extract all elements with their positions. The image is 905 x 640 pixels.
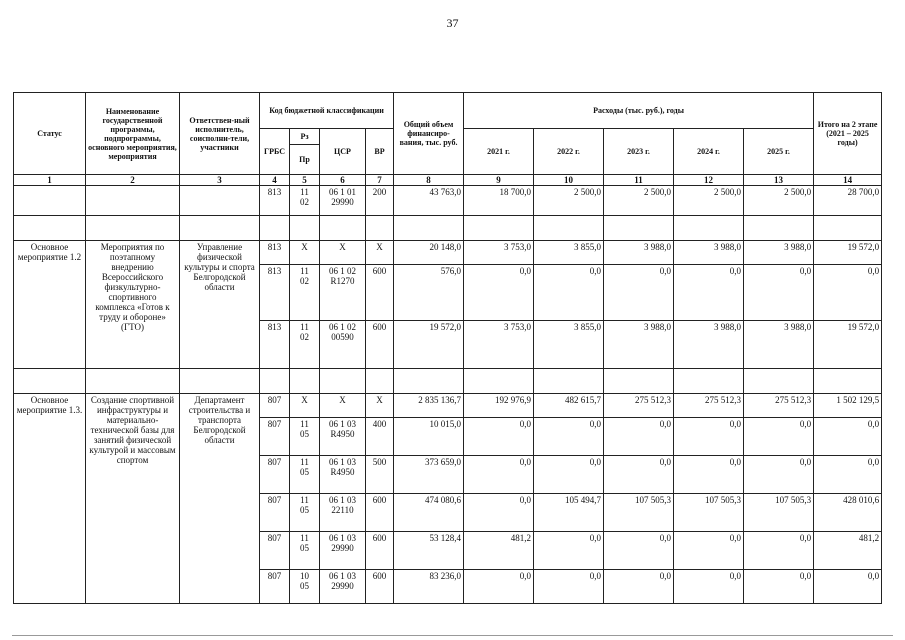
- empty-cell: [534, 369, 604, 394]
- column-number: 7: [366, 175, 394, 186]
- header-year-2025: 2025 г.: [744, 129, 814, 175]
- y2024-cell: 3 988,0: [674, 241, 744, 265]
- total-cell: 43 763,0: [394, 186, 464, 216]
- y2023-cell: 0,0: [604, 418, 674, 456]
- empty-cell: [290, 216, 320, 241]
- stage-cell: 428 010,6: [814, 494, 882, 532]
- y2023-cell: 3 988,0: [604, 241, 674, 265]
- y2021-cell: 0,0: [464, 418, 534, 456]
- y2022-cell: 0,0: [534, 418, 604, 456]
- total-cell: 53 128,4: [394, 532, 464, 570]
- y2021-cell: 0,0: [464, 456, 534, 494]
- y2023-cell: 3 988,0: [604, 321, 674, 369]
- y2025-cell: 0,0: [744, 456, 814, 494]
- y2022-cell: 482 615,7: [534, 394, 604, 418]
- status-cell: [14, 186, 86, 216]
- empty-cell: [604, 369, 674, 394]
- name-cell: Мероприятия по поэтапному внедрению Всероссийского физкультурно-спортивного комплекса «Готов к труду и обороне» (ГТО): [86, 241, 180, 369]
- header-year-2022: 2022 г.: [534, 129, 604, 175]
- column-number: 9: [464, 175, 534, 186]
- stage-cell: 19 572,0: [814, 241, 882, 265]
- vr-cell: Х: [366, 394, 394, 418]
- total-cell: 20 148,0: [394, 241, 464, 265]
- grbs-cell: 813: [260, 265, 290, 321]
- grbs-cell: 807: [260, 532, 290, 570]
- y2024-cell: 0,0: [674, 265, 744, 321]
- stage-cell: 1 502 129,5: [814, 394, 882, 418]
- empty-cell: [86, 216, 180, 241]
- grbs-cell: 813: [260, 241, 290, 265]
- total-cell: 83 236,0: [394, 570, 464, 604]
- csr-cell: 06 1 03 R4950: [320, 418, 366, 456]
- vr-cell: 600: [366, 570, 394, 604]
- y2025-cell: 3 988,0: [744, 321, 814, 369]
- empty-cell: [744, 216, 814, 241]
- vr-cell: 500: [366, 456, 394, 494]
- total-cell: 2 835 136,7: [394, 394, 464, 418]
- column-number: 11: [604, 175, 674, 186]
- grbs-cell: 807: [260, 394, 290, 418]
- status-cell: Основное мероприятие 1.3.: [14, 394, 86, 604]
- y2024-cell: 0,0: [674, 456, 744, 494]
- column-number: 5: [290, 175, 320, 186]
- empty-cell: [674, 216, 744, 241]
- y2021-cell: 3 753,0: [464, 321, 534, 369]
- column-number: 2: [86, 175, 180, 186]
- header-grbs: ГРБС: [260, 129, 290, 175]
- y2023-cell: 0,0: [604, 532, 674, 570]
- rz-pr-cell: 11 02: [290, 186, 320, 216]
- y2021-cell: 192 976,9: [464, 394, 534, 418]
- y2024-cell: 107 505,3: [674, 494, 744, 532]
- empty-cell: [260, 369, 290, 394]
- empty-cell: [394, 369, 464, 394]
- grbs-cell: 813: [260, 186, 290, 216]
- y2025-cell: 0,0: [744, 418, 814, 456]
- rz-pr-cell: Х: [290, 241, 320, 265]
- empty-cell: [814, 369, 882, 394]
- vr-cell: 400: [366, 418, 394, 456]
- empty-cell: [86, 369, 180, 394]
- total-cell: 474 080,6: [394, 494, 464, 532]
- rz-pr-cell: 11 05: [290, 532, 320, 570]
- y2025-cell: 0,0: [744, 532, 814, 570]
- csr-cell: Х: [320, 394, 366, 418]
- y2022-cell: 3 855,0: [534, 321, 604, 369]
- csr-cell: 06 1 03 R4950: [320, 456, 366, 494]
- y2023-cell: 107 505,3: [604, 494, 674, 532]
- empty-cell: [260, 216, 290, 241]
- csr-cell: 06 1 02 00590: [320, 321, 366, 369]
- stage-cell: 0,0: [814, 570, 882, 604]
- empty-cell: [180, 216, 260, 241]
- rz-pr-cell: 11 02: [290, 265, 320, 321]
- y2023-cell: 275 512,3: [604, 394, 674, 418]
- header-year-2023: 2023 г.: [604, 129, 674, 175]
- table-row: [14, 241, 882, 265]
- column-number: 3: [180, 175, 260, 186]
- column-number: 4: [260, 175, 290, 186]
- y2025-cell: 2 500,0: [744, 186, 814, 216]
- header-responsible: Ответствен-ный исполнитель, соисполни-тели, участники: [180, 93, 260, 175]
- y2022-cell: 2 500,0: [534, 186, 604, 216]
- total-cell: 10 015,0: [394, 418, 464, 456]
- stage-cell: 28 700,0: [814, 186, 882, 216]
- vr-cell: 200: [366, 186, 394, 216]
- vr-cell: 600: [366, 321, 394, 369]
- grbs-cell: 807: [260, 570, 290, 604]
- rz-pr-cell: Х: [290, 394, 320, 418]
- csr-cell: 06 1 02 R1270: [320, 265, 366, 321]
- vr-cell: 600: [366, 265, 394, 321]
- empty-cell: [320, 369, 366, 394]
- vr-cell: 600: [366, 532, 394, 570]
- y2021-cell: 0,0: [464, 570, 534, 604]
- page-bottom-rule: [12, 635, 893, 636]
- y2021-cell: 3 753,0: [464, 241, 534, 265]
- total-cell: 576,0: [394, 265, 464, 321]
- y2025-cell: 0,0: [744, 570, 814, 604]
- empty-cell: [366, 369, 394, 394]
- column-number: 10: [534, 175, 604, 186]
- name-cell: Создание спортивной инфраструктуры и материально-технической базы для занятий физической культурой и массовым спортом: [86, 394, 180, 604]
- column-number: 6: [320, 175, 366, 186]
- header-pr: Пр: [290, 145, 320, 175]
- stage-cell: 0,0: [814, 418, 882, 456]
- vr-cell: Х: [366, 241, 394, 265]
- header-year-2021: 2021 г.: [464, 129, 534, 175]
- y2021-cell: 18 700,0: [464, 186, 534, 216]
- rz-pr-cell: 11 02: [290, 321, 320, 369]
- csr-cell: Х: [320, 241, 366, 265]
- stage-cell: 481,2: [814, 532, 882, 570]
- responsible-cell: [180, 186, 260, 216]
- y2024-cell: 0,0: [674, 532, 744, 570]
- empty-cell: [814, 216, 882, 241]
- stage-cell: 19 572,0: [814, 321, 882, 369]
- y2024-cell: 0,0: [674, 418, 744, 456]
- header-total: Общий объем финансиро-вания, тыс. руб.: [394, 93, 464, 175]
- empty-cell: [14, 369, 86, 394]
- header-status: Статус: [14, 93, 86, 175]
- table-row: [14, 186, 882, 216]
- y2021-cell: 0,0: [464, 494, 534, 532]
- status-cell: Основное мероприятие 1.2: [14, 241, 86, 369]
- vr-cell: 600: [366, 494, 394, 532]
- column-number: 14: [814, 175, 882, 186]
- column-number: 1: [14, 175, 86, 186]
- y2025-cell: 0,0: [744, 265, 814, 321]
- rz-pr-cell: 11 05: [290, 418, 320, 456]
- empty-cell: [534, 216, 604, 241]
- grbs-cell: 807: [260, 418, 290, 456]
- csr-cell: 06 1 01 29990: [320, 186, 366, 216]
- header-stage-total: Итого на 2 этапе (2021 – 2025 годы): [814, 93, 882, 175]
- header-budget-code: Код бюджетной классификации: [260, 93, 394, 129]
- empty-cell: [290, 369, 320, 394]
- csr-cell: 06 1 03 29990: [320, 570, 366, 604]
- y2024-cell: 2 500,0: [674, 186, 744, 216]
- total-cell: 19 572,0: [394, 321, 464, 369]
- rz-pr-cell: 11 05: [290, 494, 320, 532]
- empty-cell: [14, 216, 86, 241]
- column-number: 13: [744, 175, 814, 186]
- y2024-cell: 0,0: [674, 570, 744, 604]
- csr-cell: 06 1 03 29990: [320, 532, 366, 570]
- header-rz: Рз: [290, 129, 320, 145]
- header-expenses: Расходы (тыс. руб.), годы: [464, 93, 814, 129]
- responsible-cell: Департамент строительства и транспорта Белгородской области: [180, 394, 260, 604]
- y2021-cell: 0,0: [464, 265, 534, 321]
- y2021-cell: 481,2: [464, 532, 534, 570]
- spacer-row: [14, 369, 882, 394]
- rz-pr-cell: 11 05: [290, 456, 320, 494]
- y2025-cell: 3 988,0: [744, 241, 814, 265]
- header-year-2024: 2024 г.: [674, 129, 744, 175]
- grbs-cell: 813: [260, 321, 290, 369]
- empty-cell: [674, 369, 744, 394]
- name-cell: [86, 186, 180, 216]
- empty-cell: [320, 216, 366, 241]
- y2022-cell: 0,0: [534, 456, 604, 494]
- stage-cell: 0,0: [814, 456, 882, 494]
- empty-cell: [464, 216, 534, 241]
- column-numbers-row: [14, 175, 882, 186]
- empty-cell: [366, 216, 394, 241]
- y2025-cell: 275 512,3: [744, 394, 814, 418]
- rz-pr-cell: 10 05: [290, 570, 320, 604]
- y2023-cell: 2 500,0: [604, 186, 674, 216]
- y2024-cell: 3 988,0: [674, 321, 744, 369]
- stage-cell: 0,0: [814, 265, 882, 321]
- y2023-cell: 0,0: [604, 265, 674, 321]
- y2024-cell: 275 512,3: [674, 394, 744, 418]
- spacer-row: [14, 216, 882, 241]
- csr-cell: 06 1 03 22110: [320, 494, 366, 532]
- grbs-cell: 807: [260, 494, 290, 532]
- budget-table: [13, 92, 882, 604]
- y2022-cell: 0,0: [534, 532, 604, 570]
- y2023-cell: 0,0: [604, 456, 674, 494]
- header-csr: ЦСР: [320, 129, 366, 175]
- empty-cell: [744, 369, 814, 394]
- y2022-cell: 105 494,7: [534, 494, 604, 532]
- grbs-cell: 807: [260, 456, 290, 494]
- empty-cell: [394, 216, 464, 241]
- empty-cell: [604, 216, 674, 241]
- header-name: Наименование государственной программы, подпрограммы, основного мероприятия, мероприятия: [86, 93, 180, 175]
- empty-cell: [180, 369, 260, 394]
- page-number: 37: [446, 16, 459, 30]
- y2022-cell: 0,0: [534, 265, 604, 321]
- y2022-cell: 3 855,0: [534, 241, 604, 265]
- empty-cell: [464, 369, 534, 394]
- table-row: [14, 394, 882, 418]
- y2025-cell: 107 505,3: [744, 494, 814, 532]
- column-number: 8: [394, 175, 464, 186]
- column-number: 12: [674, 175, 744, 186]
- y2022-cell: 0,0: [534, 570, 604, 604]
- header-vr: ВР: [366, 129, 394, 175]
- y2023-cell: 0,0: [604, 570, 674, 604]
- total-cell: 373 659,0: [394, 456, 464, 494]
- responsible-cell: Управление физической культуры и спорта Белгородской области: [180, 241, 260, 369]
